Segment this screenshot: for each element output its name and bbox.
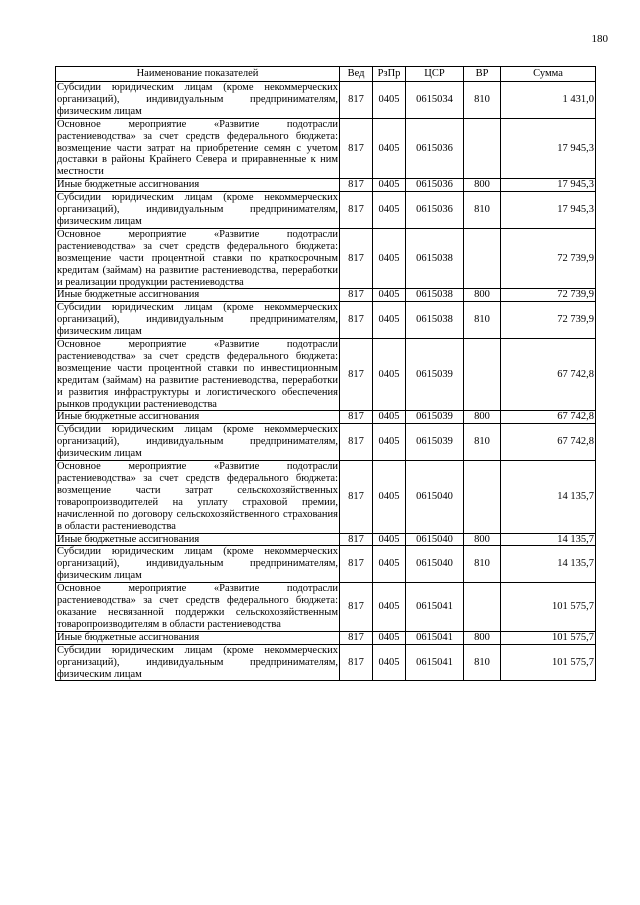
cell-vr: 800 [464, 179, 501, 192]
table-row [56, 339, 596, 411]
cell-csr: 0615040 [406, 546, 464, 583]
table-row [56, 583, 596, 632]
cell-csr: 0615039 [406, 411, 464, 424]
cell-sum: 1 431,0 [501, 82, 596, 119]
cell-sum: 67 742,8 [501, 339, 596, 411]
cell-sum: 14 135,7 [501, 461, 596, 533]
cell-csr: 0615036 [406, 118, 464, 179]
cell-ved: 817 [340, 644, 373, 681]
cell-csr: 0615036 [406, 192, 464, 229]
cell-vr [464, 461, 501, 533]
budget-table [55, 66, 596, 681]
cell-ved: 817 [340, 424, 373, 461]
cell-csr: 0615036 [406, 179, 464, 192]
cell-vr: 800 [464, 533, 501, 546]
table-row [56, 179, 596, 192]
cell-name: Иные бюджетные ассигнования [56, 179, 340, 192]
cell-name: Основное мероприятие «Развитие подотрасли растениеводства» за счет средств федерального бюджета: оказание несвязанной поддержки сельскохозяйственным товаропроизводителям в области растениеводства [57, 583, 338, 630]
cell-vr: 810 [464, 192, 501, 229]
header-rzpr: РзПр [373, 67, 406, 82]
cell-sum: 101 575,7 [501, 583, 596, 632]
cell-ved: 817 [340, 546, 373, 583]
header-ved: Вед [340, 67, 373, 82]
cell-ved: 817 [340, 179, 373, 192]
cell-vr [464, 583, 501, 632]
table-row [56, 82, 596, 119]
header-vr: ВР [464, 67, 501, 82]
cell-name: Иные бюджетные ассигнования [56, 533, 340, 546]
cell-sum: 17 945,3 [501, 179, 596, 192]
table-row [56, 424, 596, 461]
cell-rzpr: 0405 [373, 411, 406, 424]
cell-vr: 810 [464, 546, 501, 583]
table-row [56, 289, 596, 302]
cell-rzpr: 0405 [373, 192, 406, 229]
cell-csr: 0615039 [406, 339, 464, 411]
cell-ved: 817 [340, 461, 373, 533]
cell-ved: 817 [340, 411, 373, 424]
cell-name: Субсидии юридическим лицам (кроме некоммерческих организаций), индивидуальным предпринимателям, физическим лицам [57, 82, 338, 117]
cell-rzpr: 0405 [373, 302, 406, 339]
cell-rzpr: 0405 [373, 546, 406, 583]
cell-rzpr: 0405 [373, 631, 406, 644]
table-row [56, 461, 596, 533]
cell-vr: 810 [464, 82, 501, 119]
cell-rzpr: 0405 [373, 461, 406, 533]
cell-csr: 0615041 [406, 583, 464, 632]
cell-csr: 0615038 [406, 289, 464, 302]
cell-rzpr: 0405 [373, 228, 406, 289]
cell-ved: 817 [340, 339, 373, 411]
cell-name: Основное мероприятие «Развитие подотрасли растениеводства» за счет средств федерального бюджета: возмещение части затрат сельскохозяйственных товаропроизводителей на уплату страховой премии, начисленной по договору сельскохозяйственного страхования в области растениеводства [57, 461, 338, 532]
header-sum: Сумма [501, 67, 596, 82]
table-header-row [56, 67, 596, 82]
cell-ved: 817 [340, 228, 373, 289]
cell-name: Иные бюджетные ассигнования [56, 289, 340, 302]
cell-csr: 0615039 [406, 424, 464, 461]
header-name: Наименование показателей [56, 67, 340, 82]
cell-rzpr: 0405 [373, 289, 406, 302]
cell-sum: 14 135,7 [501, 533, 596, 546]
table-row [56, 118, 596, 179]
cell-rzpr: 0405 [373, 583, 406, 632]
table-body [56, 82, 596, 681]
cell-vr [464, 339, 501, 411]
cell-rzpr: 0405 [373, 339, 406, 411]
cell-name: Субсидии юридическим лицам (кроме некоммерческих организаций), индивидуальным предпринимателям, физическим лицам [57, 644, 338, 680]
cell-name: Иные бюджетные ассигнования [56, 411, 340, 424]
cell-name: Субсидии юридическим лицам (кроме некоммерческих организаций), индивидуальным предпринимателям, физическим лицам [57, 424, 338, 460]
page-number: 180 [591, 33, 608, 45]
cell-sum: 72 739,9 [501, 302, 596, 339]
cell-vr: 800 [464, 631, 501, 644]
cell-name: Основное мероприятие «Развитие подотрасли растениеводства» за счет средств федерального бюджета: возмещение части процентной ставки по краткосрочным кредитам (займам) на развитие растениеводства, переработки и реализации продукции растениеводства [57, 228, 338, 288]
cell-rzpr: 0405 [373, 644, 406, 681]
cell-vr: 810 [464, 644, 501, 681]
cell-csr: 0615041 [406, 631, 464, 644]
cell-sum: 67 742,8 [501, 411, 596, 424]
table-row [56, 546, 596, 583]
cell-ved: 817 [340, 631, 373, 644]
cell-ved: 817 [340, 192, 373, 229]
cell-sum: 101 575,7 [501, 631, 596, 644]
cell-name: Основное мероприятие «Развитие подотрасли растениеводства» за счет средств федерального бюджета: возмещение части процентной ставки по инвестиционным кредитам (займам) на развитие растениеводства, переработки и развития инфраструктуры и логистического обеспечения рынков продукции растениеводства [57, 339, 338, 410]
cell-name: Субсидии юридическим лицам (кроме некоммерческих организаций), индивидуальным предпринимателям, физическим лицам [57, 302, 338, 338]
table-row [56, 302, 596, 339]
cell-ved: 817 [340, 82, 373, 119]
cell-sum: 67 742,8 [501, 424, 596, 461]
cell-name: Основное мероприятие «Развитие подотрасли растениеводства» за счет средств федерального бюджета: возмещение части затрат на приобретение семян с учетом доставки в районы Крайнего Севера и приравненные к ним местности [57, 118, 338, 178]
cell-vr: 810 [464, 424, 501, 461]
cell-rzpr: 0405 [373, 424, 406, 461]
cell-csr: 0615038 [406, 302, 464, 339]
cell-ved: 817 [340, 289, 373, 302]
table-row [56, 192, 596, 229]
cell-csr: 0615040 [406, 461, 464, 533]
table-row [56, 411, 596, 424]
cell-csr: 0615038 [406, 228, 464, 289]
cell-sum: 101 575,7 [501, 644, 596, 681]
cell-csr: 0615040 [406, 533, 464, 546]
cell-rzpr: 0405 [373, 533, 406, 546]
cell-vr: 800 [464, 289, 501, 302]
cell-vr [464, 118, 501, 179]
cell-sum: 17 945,3 [501, 192, 596, 229]
cell-sum: 17 945,3 [501, 118, 596, 179]
cell-csr: 0615041 [406, 644, 464, 681]
cell-vr [464, 228, 501, 289]
header-csr: ЦСР [406, 67, 464, 82]
cell-name: Иные бюджетные ассигнования [56, 631, 340, 644]
table-row [56, 644, 596, 681]
cell-ved: 817 [340, 118, 373, 179]
table-row [56, 631, 596, 644]
cell-sum: 14 135,7 [501, 546, 596, 583]
cell-name: Субсидии юридическим лицам (кроме некоммерческих организаций), индивидуальным предпринимателям, физическим лицам [57, 192, 338, 227]
cell-csr: 0615034 [406, 82, 464, 119]
cell-ved: 817 [340, 302, 373, 339]
cell-sum: 72 739,9 [501, 289, 596, 302]
cell-rzpr: 0405 [373, 82, 406, 119]
cell-sum: 72 739,9 [501, 228, 596, 289]
table-row [56, 533, 596, 546]
cell-ved: 817 [340, 583, 373, 632]
cell-vr: 810 [464, 302, 501, 339]
table-row [56, 228, 596, 289]
cell-ved: 817 [340, 533, 373, 546]
cell-name: Субсидии юридическим лицам (кроме некоммерческих организаций), индивидуальным предпринимателям, физическим лицам [57, 546, 338, 582]
cell-vr: 800 [464, 411, 501, 424]
cell-rzpr: 0405 [373, 179, 406, 192]
cell-rzpr: 0405 [373, 118, 406, 179]
